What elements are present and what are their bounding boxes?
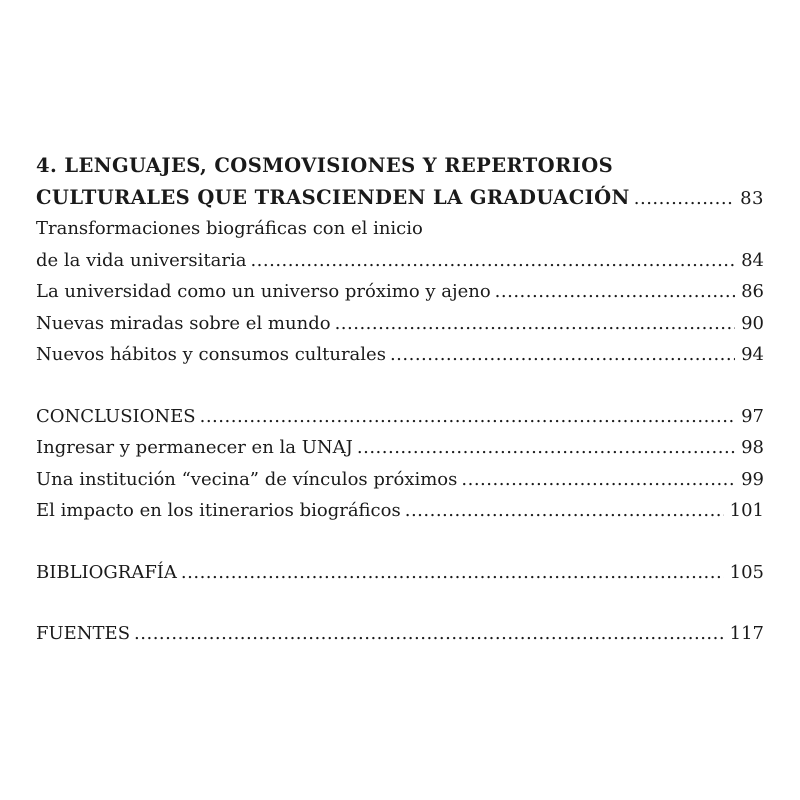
dot-leader <box>200 401 735 433</box>
page-number: 83 <box>740 187 764 209</box>
dot-leader <box>335 308 736 340</box>
table-of-contents <box>36 150 764 650</box>
section-gap <box>36 371 764 401</box>
page-number: 94 <box>741 344 764 365</box>
section-gap <box>36 588 764 618</box>
toc-entry[interactable] <box>36 276 764 308</box>
toc-entry[interactable] <box>36 308 764 340</box>
toc-entry-text: Transformaciones biográficas con el inicio <box>36 218 423 239</box>
page-number: 98 <box>741 437 764 458</box>
toc-entry-text: El impacto en los itinerarios biográficos <box>36 500 401 521</box>
toc-entry[interactable] <box>36 495 764 527</box>
page-number: 86 <box>741 281 764 302</box>
page-number: 84 <box>741 249 764 271</box>
toc-entry-line-1 <box>36 213 764 245</box>
dot-leader <box>495 276 735 308</box>
page-number: 90 <box>741 312 764 334</box>
chapter-4-title-text: 4. LENGUAJES, COSMOVISIONES Y REPERTORIOS <box>36 154 614 177</box>
toc-entry-text: Una institución “vecina” de vínculos próximos <box>36 468 458 490</box>
dot-leader <box>357 432 735 464</box>
toc-entry[interactable] <box>36 245 764 277</box>
dot-leader <box>405 495 724 527</box>
toc-entry-text: Nuevos hábitos y consumos culturales <box>36 344 386 365</box>
toc-section-fuentes[interactable] <box>36 618 764 650</box>
page-number: 101 <box>729 500 764 521</box>
page-number: 117 <box>729 623 764 644</box>
chapter-4-title-text-cont: CULTURALES QUE TRASCIENDEN LA GRADUACIÓN <box>36 185 630 209</box>
toc-entry[interactable] <box>36 432 764 464</box>
toc-entry[interactable] <box>36 339 764 371</box>
toc-section-title: FUENTES <box>36 623 131 644</box>
chapter-4-title-line-1 <box>36 150 764 182</box>
chapter-4-title-line-2[interactable] <box>36 182 764 214</box>
dot-leader <box>634 183 734 215</box>
dot-leader <box>390 339 735 371</box>
dot-leader <box>134 618 724 650</box>
toc-entry-text: Ingresar y permanecer en la UNAJ <box>36 437 353 458</box>
page-number: 99 <box>741 468 764 490</box>
dot-leader <box>181 557 724 589</box>
toc-entry[interactable] <box>36 464 764 496</box>
toc-section-bibliografia[interactable] <box>36 557 764 589</box>
page-number: 105 <box>729 561 764 583</box>
section-gap <box>36 527 764 557</box>
toc-entry-text: Nuevas miradas sobre el mundo <box>36 312 331 334</box>
toc-entry-text: de la vida universitaria <box>36 249 247 271</box>
page-number: 97 <box>741 405 764 427</box>
toc-section-conclusiones[interactable] <box>36 401 764 433</box>
toc-section-title: CONCLUSIONES <box>36 405 196 427</box>
dot-leader <box>250 245 735 277</box>
dot-leader <box>461 464 735 496</box>
toc-entry-text: La universidad como un universo próximo y ajeno <box>36 281 491 302</box>
toc-section-title: BIBLIOGRAFÍA <box>36 561 177 583</box>
